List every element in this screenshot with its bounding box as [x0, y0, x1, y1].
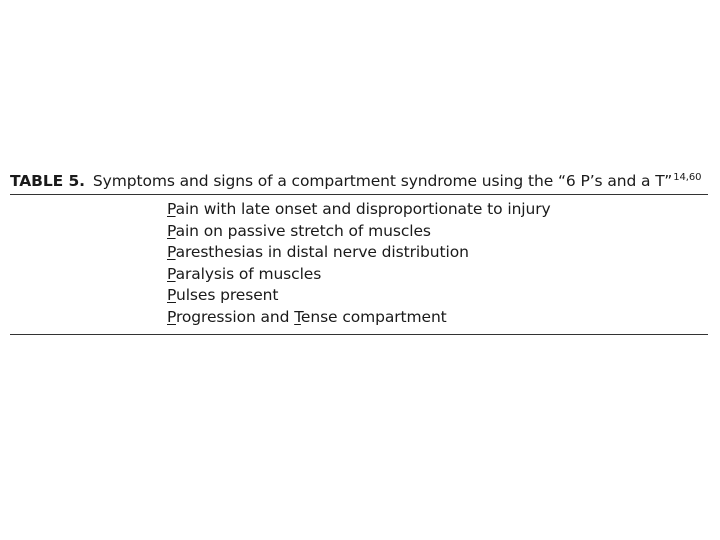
- bottom-rule: [10, 334, 708, 335]
- table-caption-text: Symptoms and signs of a compartment syndrome using the “6 P’s and a T”: [92, 172, 673, 190]
- table-label: TABLE 5.: [10, 172, 85, 190]
- row-text: aresthesias in distal nerve distribution: [175, 243, 469, 262]
- citation-superscript: 14,60: [673, 172, 702, 183]
- row-text: ense compartment: [300, 307, 447, 326]
- row-text: rogression and: [175, 307, 295, 326]
- row-text: ain on passive stretch of muscles: [175, 221, 431, 240]
- table-caption: [10, 168, 708, 194]
- mnemonic-letter: T: [294, 307, 301, 326]
- row-text: ain with late onset and disproportionate to injury: [175, 200, 551, 218]
- row-text: aralysis of muscles: [175, 264, 322, 283]
- mnemonic-letter: P: [167, 286, 176, 305]
- mnemonic-letter: P: [167, 243, 176, 262]
- table-row: [167, 307, 708, 329]
- table-row: [167, 242, 708, 264]
- mnemonic-letter: P: [167, 307, 176, 326]
- table-5: [10, 168, 708, 335]
- row-text: ulses present: [175, 286, 279, 305]
- mnemonic-letter: P: [167, 264, 176, 283]
- mnemonic-letter: P: [167, 221, 176, 240]
- table-row: [167, 285, 708, 307]
- table-row: [167, 199, 708, 221]
- table-row: [167, 221, 708, 243]
- table-row: [167, 264, 708, 286]
- table-rows: [10, 195, 708, 334]
- mnemonic-letter: P: [167, 200, 176, 218]
